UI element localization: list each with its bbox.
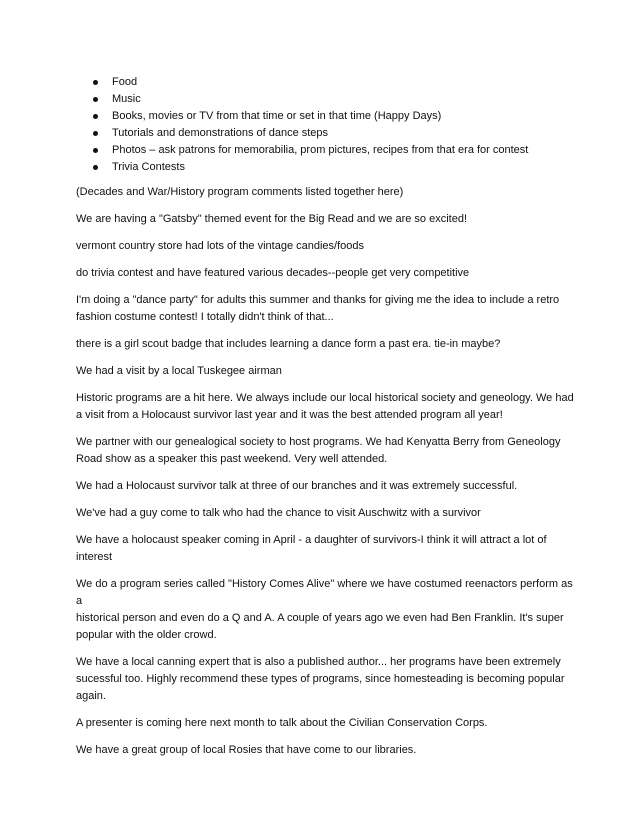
comment-paragraphs [76, 184, 576, 769]
bullet-dot-icon [93, 80, 98, 85]
comment-paragraph: I'm doing a "dance party" for adults this summer and thanks for giving me the idea to include a retro fashion costume contest! I totally didn't think of that... [76, 294, 560, 323]
comment-paragraph: Historic programs are a hit here. We always include our local historical society and geneology. We had a visit from a Holocaust survivor last year and it was the best attended program all year! [76, 392, 574, 421]
bullet-item [88, 108, 528, 125]
comment-paragraph: there is a girl scout badge that includes learning a dance form a past era. tie-in maybe? [76, 338, 501, 350]
comment-paragraph: We have a local canning expert that is also a published author... her programs have been extremely sucessful too. Highly recommend these types of programs, since homesteading is becoming popular again. [76, 656, 565, 702]
bullet-dot-icon [93, 131, 98, 136]
bullet-dot-icon [93, 97, 98, 102]
bullet-dot-icon [93, 114, 98, 119]
bullet-text: Books, movies or TV from that time or set in that time (Happy Days) [112, 110, 442, 122]
comment-paragraph: vermont country store had lots of the vintage candies/foods [76, 240, 364, 252]
comment-paragraph: We do a program series called "History Comes Alive" where we have costumed reenactors perform as a historical person and even do a Q and A. A couple of years ago we even had Ben Franklin. It's super popular with the older crowd. [76, 578, 573, 641]
bullet-text: Music [112, 93, 141, 105]
bullet-item [88, 91, 528, 108]
bullet-item [88, 74, 528, 91]
bullet-text: Food [112, 76, 138, 88]
comment-paragraph: A presenter is coming here next month to talk about the Civilian Conservation Corps. [76, 717, 488, 729]
bullet-item [88, 142, 528, 159]
comment-paragraph: We've had a guy come to talk who had the chance to visit Auschwitz with a survivor [76, 507, 481, 519]
comment-paragraph: We had a Holocaust survivor talk at three of our branches and it was extremely successful. [76, 480, 518, 492]
bullet-dot-icon [93, 165, 98, 170]
bullet-text: Photos – ask patrons for memorabilia, prom pictures, recipes from that era for contest [112, 144, 529, 156]
comment-paragraph: We have a holocaust speaker coming in April - a daughter of survivors-I think it will attract a lot of interest [76, 534, 547, 563]
comment-paragraph: We are having a "Gatsby" themed event for the Big Read and we are so excited! [76, 213, 467, 225]
bullet-item [88, 125, 528, 142]
bullet-item [88, 159, 528, 176]
comment-paragraph: We partner with our genealogical society to host programs. We had Kenyatta Berry from Geneology Road show as a speaker this past weekend. Very well attended. [76, 436, 561, 465]
section-note: (Decades and War/History program comments listed together here) [76, 186, 404, 198]
comment-paragraph: We had a visit by a local Tuskegee airman [76, 365, 282, 377]
bullet-text: Trivia Contests [112, 161, 185, 173]
comment-paragraph: We have a great group of local Rosies that have come to our libraries. [76, 744, 417, 756]
bullet-list [88, 74, 528, 176]
comment-paragraph: do trivia contest and have featured various decades--people get very competitive [76, 267, 470, 279]
bullet-dot-icon [93, 148, 98, 153]
bullet-text: Tutorials and demonstrations of dance steps [112, 127, 329, 139]
